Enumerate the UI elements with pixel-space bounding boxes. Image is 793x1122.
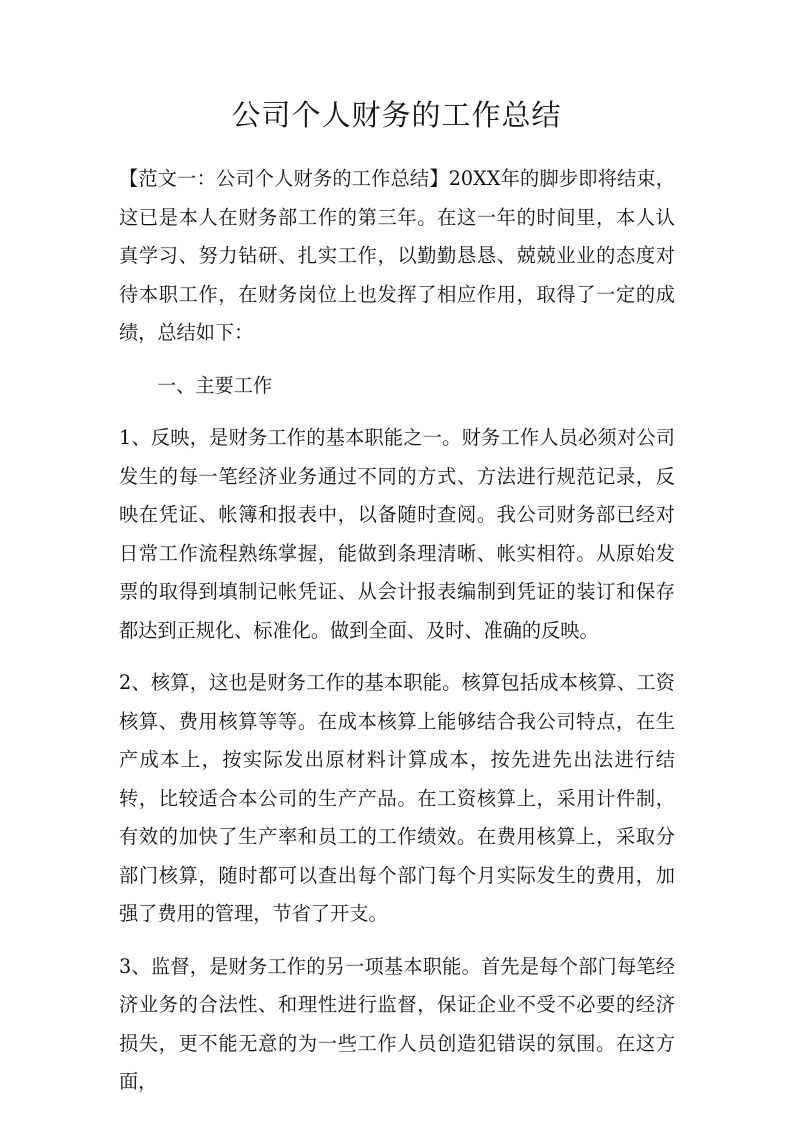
paragraph-accounting: 2、核算，这也是财务工作的基本职能。核算包括成本核算、工资核算、费用核算等等。在成本核算上能够结合我公司特点，在生产成本上，按实际发出原材料计算成本，按先进先出法进行结转，比较适合本公司的生产产品。在工资核算上，采用计件制，有效的加快了生产率和员工的工作绩效。在费用核算上，采取分部门核算，随时都可以查出每个部门每个月实际发生的费用，加强了费用的管理，节省了开支。 — [119, 671, 675, 925]
section-heading-main-work: 一、主要工作 — [157, 373, 273, 397]
document-body — [119, 160, 675, 1116]
intro-paragraph: 【范文一：公司个人财务的工作总结】20XX年的脚步即将结束，这已是本人在财务部工作的第三年。在这一年的时间里，本人认真学习、努力钻研、扎实工作，以勤勤恳恳、兢兢业业的态度对待本职工作，在财务岗位上也发挥了相应作用，取得了一定的成绩，总结如下： — [119, 167, 675, 344]
paragraph-supervision: 3、监督，是财务工作的另一项基本职能。首先是每个部门每笔经济业务的合法性、和理性进行监督，保证企业不受不必要的经济损失，更不能无意的为一些工作人员创造犯错误的氛围。在这方面， — [119, 954, 675, 1093]
paragraph-reflect: 1、反映，是财务工作的基本职能之一。财务工作人员必须对公司发生的每一笔经济业务通过不同的方式、方法进行规范记录，反映在凭证、帐簿和报表中，以备随时查阅。我公司财务部已经对日常工作流程熟练掌握，能做到条理清晰、帐实相符。从原始发票的取得到填制记帐凭证、从会计报表编制到凭证的装订和保存都达到正规化、标准化。做到全面、及时、准确的反映。 — [119, 426, 675, 642]
document-title: 公司个人财务的工作总结 — [231, 98, 562, 132]
